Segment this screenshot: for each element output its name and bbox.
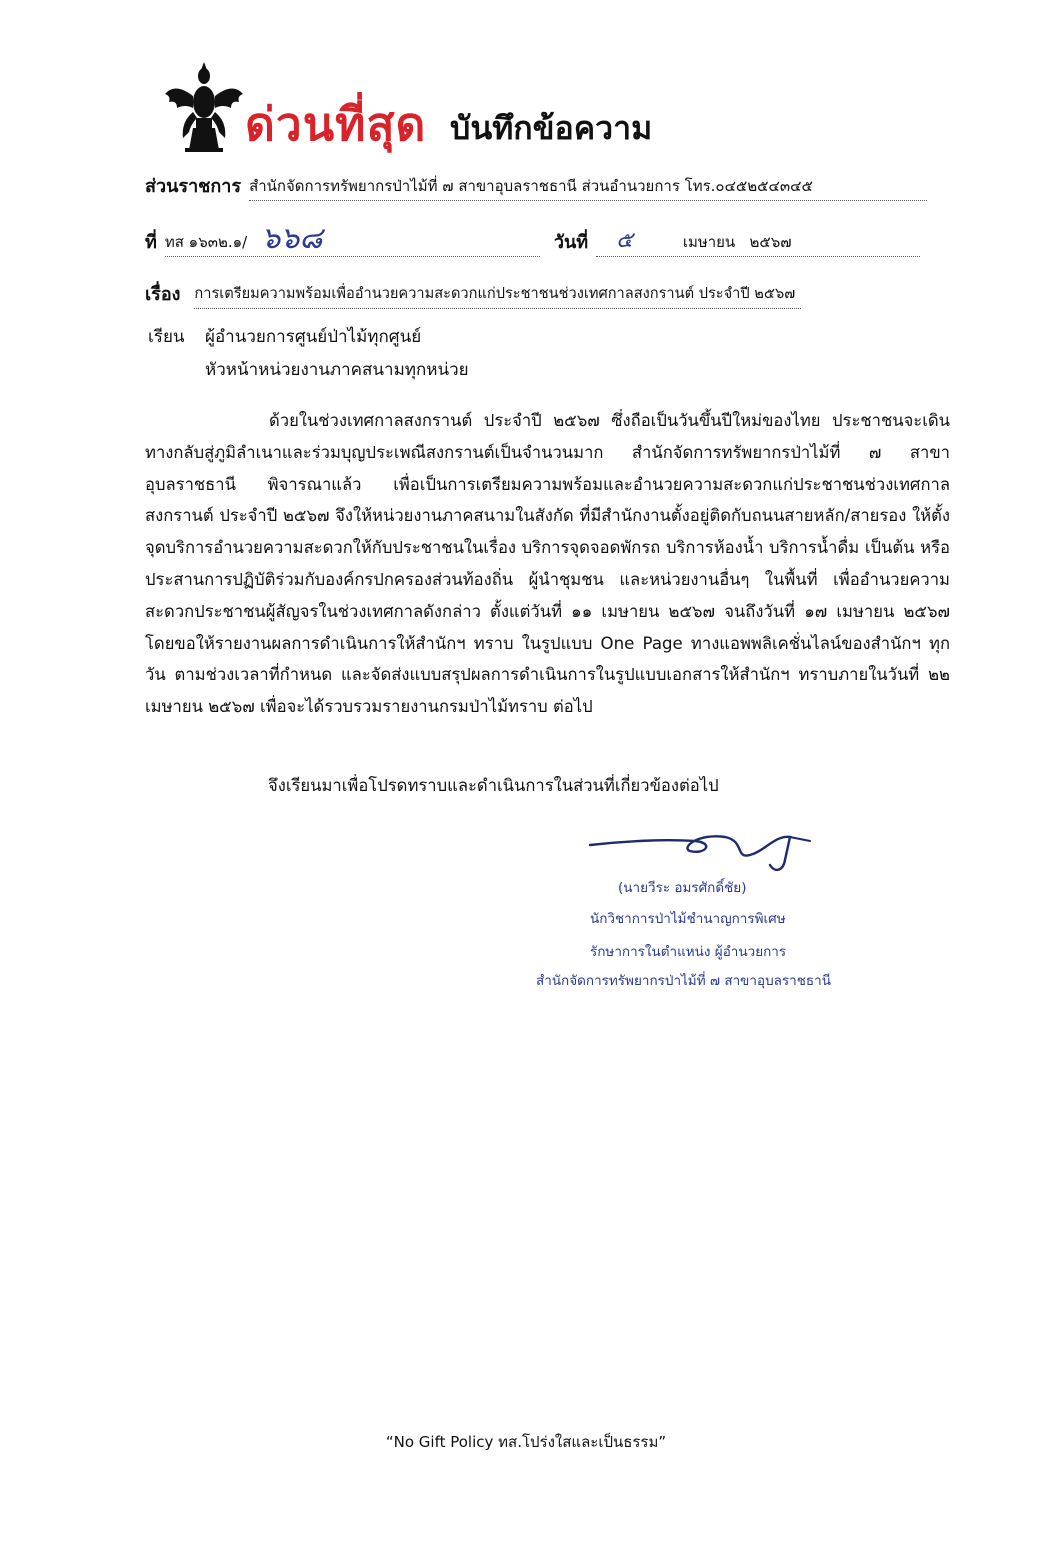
- agency-row: [145, 172, 927, 201]
- signer-position: นักวิชาการป่าไม้ชำนาญการพิเศษ: [590, 911, 786, 927]
- subject-label: เรื่อง: [145, 284, 181, 305]
- ref-prefix: ทส ๑๖๓๒.๑/: [164, 233, 248, 251]
- signer-name: (นายวีระ อมรศักดิ์ชัย): [618, 880, 747, 896]
- signature-block: [536, 815, 880, 995]
- date-field: [596, 226, 920, 257]
- reference-row: [145, 222, 920, 257]
- addressee-line-1: ผู้อำนวยการศูนย์ป่าไม้ทุกศูนย์: [205, 327, 422, 347]
- date-day-handwritten: ๕: [616, 228, 633, 253]
- agency-label: ส่วนราชการ: [145, 176, 242, 197]
- garuda-emblem-icon: [163, 62, 245, 154]
- urgency-stamp: ด่วนที่สุด: [245, 97, 427, 151]
- subject-value: การเตรียมความพร้อมเพื่ออำนวยความสะดวกแก่ประชาชนช่วงเทศกาลสงกรานต์ ประจำปี ๒๕๖๗: [194, 280, 801, 309]
- signer-acting-title: รักษาการในตำแหน่ง ผู้อำนวยการ: [590, 944, 787, 960]
- date-label: วันที่: [553, 232, 589, 253]
- signer-office: สำนักจัดการทรัพยากรป่าไม้ที่ ๗ สาขาอุบลราชธานี: [536, 973, 831, 989]
- ref-label: ที่: [145, 232, 157, 253]
- ref-number-handwritten: ๖๖๘: [261, 221, 323, 256]
- ref-number-field: [165, 222, 540, 257]
- handwritten-signature: [585, 815, 825, 875]
- agency-value: สำนักจัดการทรัพยากรป่าไม้ที่ ๗ สาขาอุบลราชธานี ส่วนอำนวยการ โทร.๐๔๕๒๕๔๓๔๕: [249, 172, 927, 201]
- date-month-year: เมษายน ๒๕๖๗: [682, 233, 792, 251]
- closing-line: จึงเรียนมาเพื่อโปรดทราบและดำเนินการในส่วนที่เกี่ยวข้องต่อไป: [268, 776, 719, 795]
- no-gift-policy-footer: “No Gift Policy ทส.โปร่งใสและเป็นธรรม”: [385, 1433, 667, 1451]
- addressee-line-2: หัวหน้าหน่วยงานภาคสนามทุกหน่วย: [205, 360, 469, 380]
- doc-type-title: บันทึกข้อความ: [450, 109, 653, 147]
- body-paragraph: ด้วยในช่วงเทศกาลสงกรานต์ ประจำปี ๒๕๖๗ ซึ่งถือเป็นวันขึ้นปีใหม่ของไทย ประชาชนจะเดินทางกลับสู่ภูมิลำเนาและร่วมบุญประเพณีสงกรานต์เป็นจำนวนมาก สำนักจัดการทรัพยากรป่าไม้ที่ ๗ สาขาอุบลราชธานี พิจารณาแล้ว เพื่อเป็นการเตรียมความพร้อมและอำนวยความสะดวกแก่ประชาชนช่วงเทศกาลสงกรานต์ ประจำปี ๒๕๖๗ จึงให้หน่วยงานภาคสนามในสังกัด ที่มีสำนักงานตั้งอยู่ติดกับถนนสายหลัก/สายรอง ให้ตั้งจุดบริการอำนวยความสะดวกให้กับประชาชนในเรื่อง บริการจุดจอดพักรถ บริการห้องน้ำ บริการน้ำดื่ม เป็นต้น หรือประสานการปฏิบัติร่วมกับองค์กรปกครองส่วนท้องถิ่น ผู้นำชุมชน และหน่วยงานอื่นๆ ในพื้นที่ เพื่ออำนวยความสะดวกประชาชนผู้สัญจรในช่วงเทศกาลดังกล่าว ตั้งแต่วันที่ ๑๑ เมษายน ๒๕๖๗ จนถึงวันที่ ๑๗ เมษายน ๒๕๖๗ โดยขอให้รายงานผลการดำเนินการให้สำนักฯ ทราบ ในรูปแบบ One Page ทางแอพพลิเคชั่นไลน์ของสำนักฯ ทุกวัน ตามช่วงเวลาที่กำหนด และจัดส่งแบบสรุปผลการดำเนินการในรูปแบบเอกสารให้สำนักฯ ทราบภายในวันที่ ๒๒ เมษายน ๒๕๖๗ เพื่อจะได้รวบรวมรายงานกรมป่าไม้ทราบ ต่อไป: [145, 411, 950, 717]
- addressee-label: เรียน: [148, 327, 185, 347]
- subject-row: [145, 280, 801, 309]
